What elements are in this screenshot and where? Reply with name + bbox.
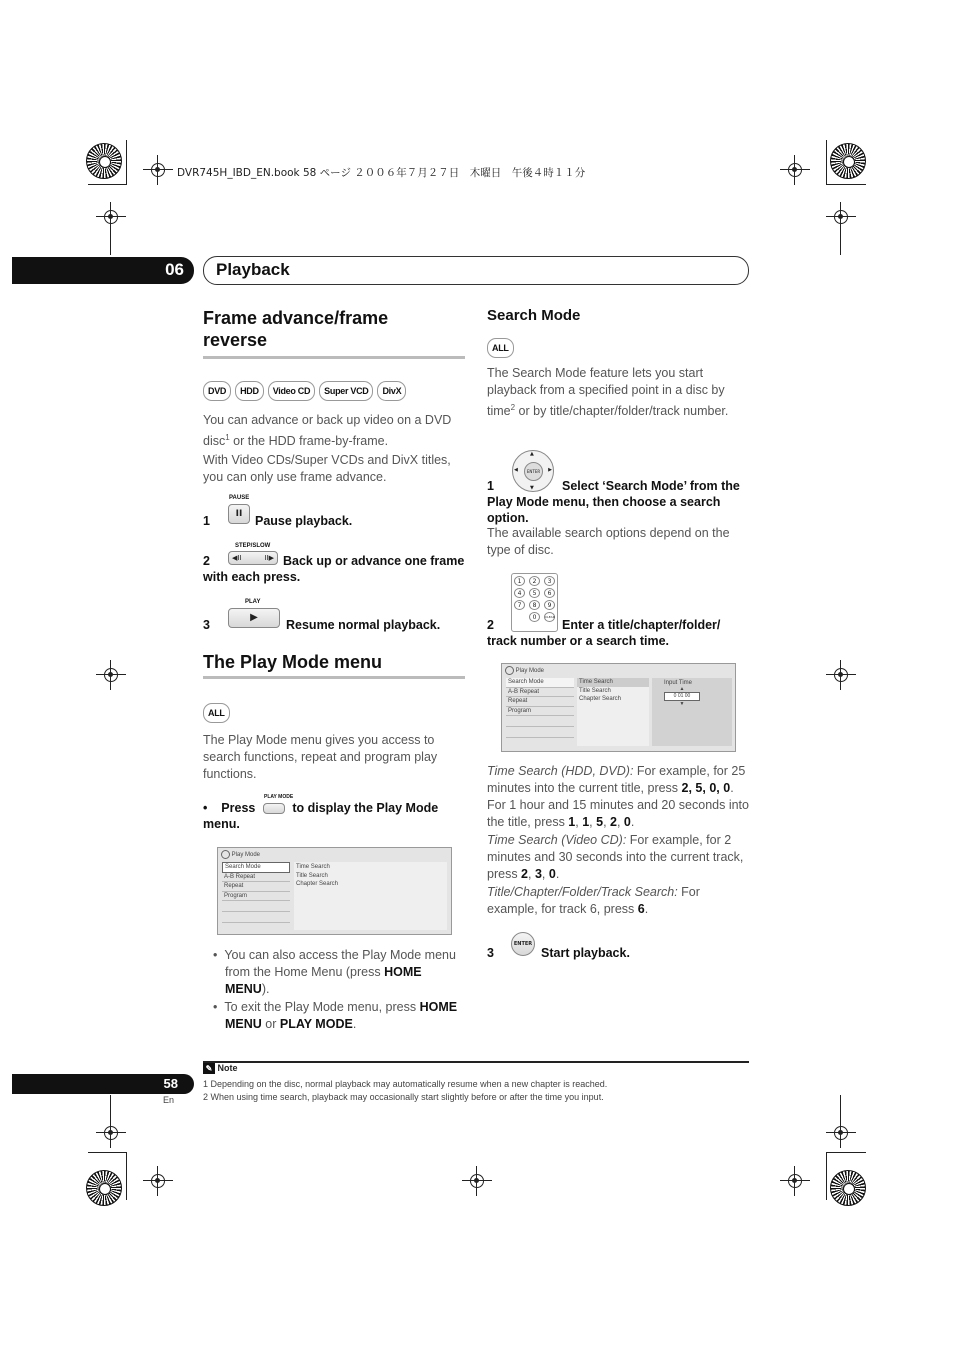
step-text: Select ‘Search Mode’ from the Play Mode menu, then choose a search option.	[487, 479, 740, 525]
keypad-key[interactable]: 6	[544, 588, 555, 598]
section-rule	[203, 676, 465, 679]
menu-right-col	[294, 862, 447, 930]
keypad-clear-key[interactable]: CLEAR	[544, 612, 555, 622]
menu-option[interactable]: Time Search	[296, 864, 330, 870]
play-button-label: PLAY	[245, 599, 261, 605]
keypad-key[interactable]: 8	[529, 600, 540, 610]
badge-video-cd: Video CD	[268, 381, 315, 401]
menu-item[interactable]: Repeat	[222, 882, 290, 892]
note-item: 1 Depending on the disc, normal playback may automatically resume when a new chapter is reached.	[203, 1079, 608, 1089]
page-tab	[12, 1074, 194, 1094]
pause-button[interactable]: II	[228, 504, 250, 524]
menu-title: Play Mode	[221, 850, 260, 859]
page-number: 58	[163, 1076, 178, 1091]
example-track-search: Title/Chapter/Folder/Track Search: For example, for track 6, press 6.	[487, 885, 700, 916]
step-number: 2	[487, 618, 494, 632]
chapter-number: 06	[165, 260, 184, 279]
print-header: DVR745H_IBD_EN.book 58 ページ ２００６年７月２７日 木曜日 午後４時１１分	[177, 167, 586, 179]
menu-item[interactable]: Search Mode	[222, 862, 290, 873]
step-text: Start playback.	[541, 946, 630, 960]
crosshair-mark	[96, 202, 126, 232]
play-mode-menu-screenshot	[217, 847, 452, 935]
step-text: Back up or advance one frame with each press.	[203, 554, 465, 584]
badge-all: ALL	[203, 703, 230, 723]
arrow-left-icon: ◀	[514, 467, 518, 473]
crop-line	[826, 1152, 827, 1200]
chapter-title: Playback	[216, 260, 290, 279]
badge-super-vcd: Super VCD	[319, 381, 373, 401]
menu-input-panel	[652, 678, 732, 746]
chapter-tab	[12, 257, 194, 284]
input-label: Input Time	[664, 680, 693, 686]
play-mode-button[interactable]	[263, 803, 285, 814]
example-time-search-vcd: Time Search (Video CD): For example, for 2 minutes and 30 seconds into the current track, press 2, 3, 0.	[487, 833, 744, 881]
section-title: The Play Mode menu	[203, 652, 383, 672]
menu-item[interactable]: A-B Repeat	[506, 688, 574, 698]
menu-option[interactable]: Title Search	[296, 872, 328, 879]
intro-paragraph: The Play Mode menu gives you access to search functions, repeat and program play functions.	[203, 733, 438, 781]
playmode-section	[203, 651, 465, 783]
note-item: 2 When using time search, playback may occasionally start slightly before or after the time you input.	[203, 1092, 604, 1102]
crop-line	[826, 184, 866, 185]
keypad-key[interactable]: 7	[514, 600, 525, 610]
chapter-title-box	[203, 256, 749, 285]
step-text: Resume normal playback.	[286, 618, 441, 632]
crop-line	[826, 1152, 866, 1153]
crosshair-mark	[96, 660, 126, 690]
registration-sunburst	[86, 143, 122, 179]
disc-icon	[221, 850, 230, 859]
frame-section	[203, 307, 465, 486]
step-number: 3	[487, 946, 494, 960]
crop-line	[126, 1152, 127, 1200]
intro-paragraph: The Search Mode feature lets you start playback from a specified point in a disc by time$^2$ or by title/chapter/folder/track number.	[487, 366, 729, 419]
menu-item[interactable]: Repeat	[506, 697, 574, 707]
time-input[interactable]: 0 01 00	[664, 692, 700, 701]
crop-line	[126, 140, 127, 185]
section-title: Frame advance/frame reverse	[203, 308, 389, 350]
enter-button[interactable]: ENTER	[511, 932, 535, 956]
keypad-key[interactable]: 4	[514, 588, 525, 598]
play-button[interactable]: ▶	[228, 608, 280, 628]
intro-paragraph: You can advance or back up video on a DVD disc$^1$ or the HDD frame-by-frame.	[203, 413, 452, 449]
crosshair-mark	[96, 1118, 126, 1148]
badge-divx: DivX	[377, 381, 406, 401]
arrow-up-icon: ▲	[679, 686, 685, 692]
step-text: Enter a title/chapter/folder/ track number or a search time.	[487, 618, 721, 648]
crop-line	[110, 1095, 111, 1125]
crop-line	[88, 184, 126, 185]
menu-item[interactable]: Program	[506, 707, 574, 717]
note-rule	[203, 1061, 749, 1063]
arrow-right-icon: ▶	[548, 467, 552, 473]
play-mode-label: PLAY MODE	[264, 794, 294, 800]
crosshair-mark	[826, 660, 856, 690]
menu-option[interactable]: Title Search	[579, 687, 611, 694]
example-time-search-dvd: Time Search (HDD, DVD): For example, for 25 minutes into the current title, press 2, 5, 0, 0. For 1 hour and 15 minutes and 20 seconds into the title, press 1, 1, 5, 2, 0.	[487, 764, 749, 829]
crop-line	[88, 1152, 126, 1153]
menu-option[interactable]: Chapter Search	[579, 696, 622, 702]
crosshair-mark	[780, 1166, 810, 1196]
menu-item[interactable]: A-B Repeat	[222, 873, 290, 883]
intro-paragraph-2: With Video CDs/Super VCDs and DivX titles, you can only use frame advance.	[203, 453, 451, 485]
registration-sunburst	[830, 1170, 866, 1206]
crosshair-mark	[780, 155, 810, 185]
press-instruction: • Press to display the Play Mode menu.	[203, 801, 439, 831]
badge-dvd: DVD	[203, 381, 231, 401]
disc-badges	[203, 379, 465, 401]
bullet-item: • You can also access the Play Mode menu from the Home Menu (press HOME MENU).	[213, 948, 456, 996]
arrow-down-icon: ▼	[679, 701, 685, 707]
crop-line	[840, 1095, 841, 1125]
crop-line	[110, 225, 111, 255]
keypad-key[interactable]: 3	[544, 576, 555, 586]
step-text: Pause playback.	[255, 514, 353, 528]
menu-left-col	[222, 862, 290, 923]
keypad-key[interactable]: 0	[529, 612, 540, 622]
keypad-key[interactable]: 2	[529, 576, 540, 586]
crosshair-mark	[826, 202, 856, 232]
step-number: 3	[203, 618, 210, 632]
step-subtext: The available search options depend on the type of disc.	[487, 526, 730, 557]
crosshair-mark	[462, 1166, 492, 1196]
keypad-key[interactable]: 9	[544, 600, 555, 610]
menu-option[interactable]: Chapter Search	[296, 881, 339, 887]
enter-button[interactable]: ENTER	[524, 462, 543, 481]
crosshair-mark	[143, 1166, 173, 1196]
language-code: En	[163, 1095, 175, 1105]
step-number: 1	[203, 514, 210, 528]
keypad-key[interactable]: 1	[514, 576, 525, 586]
menu-item[interactable]: Program	[222, 892, 290, 902]
pause-button-label: PAUSE	[229, 495, 250, 501]
registration-sunburst	[830, 143, 866, 179]
step-number: 2	[203, 554, 210, 568]
crosshair-mark	[143, 155, 173, 185]
registration-sunburst	[86, 1170, 122, 1206]
section-rule	[203, 356, 465, 359]
bullet-item: • To exit the Play Mode menu, press HOME MENU or PLAY MODE.	[213, 1000, 458, 1031]
section-title: Search Mode	[487, 307, 581, 324]
note-heading: ✎ Note	[203, 1063, 238, 1074]
search-mode-menu-screenshot	[501, 663, 736, 752]
note-icon: ✎	[203, 1063, 215, 1074]
menu-option[interactable]: Time Search	[577, 678, 649, 687]
menu-item[interactable]: Search Mode	[506, 678, 574, 688]
crop-line	[826, 140, 827, 185]
arrow-down-icon: ▼	[530, 485, 534, 491]
menu-left-col	[506, 678, 574, 738]
disc-icon	[505, 666, 514, 675]
arrow-up-icon: ▲	[530, 451, 534, 457]
step-number: 1	[487, 479, 494, 493]
step-slow-label: STEP/SLOW	[235, 543, 271, 549]
keypad-key[interactable]: 5	[529, 588, 540, 598]
badge-all: ALL	[487, 338, 514, 358]
step-slow-button[interactable]: ◀II II▶	[228, 551, 278, 565]
badge-hdd: HDD	[235, 381, 264, 401]
crop-line	[840, 225, 841, 255]
crosshair-mark	[826, 1118, 856, 1148]
menu-title: Play Mode	[505, 666, 544, 675]
